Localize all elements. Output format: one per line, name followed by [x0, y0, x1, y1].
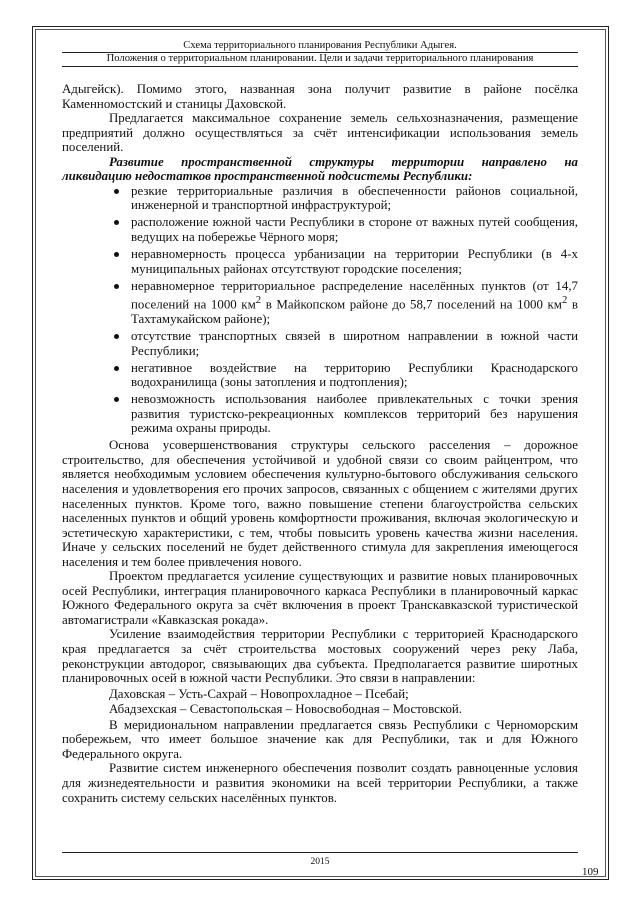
- bullet-item: резкие территориальные различия в обеспеченности районов социальной, инженерной и транспортной инфраструктурой;: [131, 183, 578, 213]
- document-body: [62, 82, 578, 805]
- header-rule-bottom: [62, 66, 578, 67]
- bullet-list-shortcomings: [62, 184, 578, 436]
- footer-rule: [62, 852, 578, 853]
- bullet-item: негативное воздействие на территорию Республики Краснодарского водохранилища (зоны затопления и подтопления);: [131, 360, 578, 390]
- bullet-item: невозможность использования наиболее привлекательных с точки зрения развития туристско-рекреационных комплексов территорий без нарушения режима охраны природы.: [131, 392, 578, 436]
- bullet-item: неравномерность процесса урбанизации на территории Республики (в 4-х муниципальных районах отсутствуют городские поселения;: [131, 247, 578, 276]
- header-subtitle: Положения о территориальном планировании. Цели и задачи территориального планирования: [106, 52, 534, 64]
- bullet-text-middle: в Майкопском районе до 58,7 поселений на 1000 км: [261, 297, 562, 312]
- paragraph-rural-settlement: Основа усовершенствования структуры сельского расселения – дорожное строительство, для обеспечения устойчивой и удобной связи со своим райцентром, что является необходимым условием обеспечения культурно-бытового обслуживания сельского населения и удовлетворения его прочих запросов, связанных с общением с жителями других населенных пунктов. Кроме того, важно повышение степени благоустройства сельских населенных пунктов и общий уровень комфортности проживания, включая экологическую и эстетическую характеристики, с тем, чтобы повысить уровень качества жизни населения. Иначе у сельских поселений не будет действенного стимула для закрепления имеющегося населения и тем более привлечения нового.: [62, 438, 578, 569]
- section-heading: Развитие пространственной структуры территории направлено на ликвидацию недостатков пространственной подсистемы Республики:: [62, 154, 578, 184]
- paragraph-planning-axes: Проектом предлагается усиление существующих и развитие новых планировочных осей Республики, интеграция планировочного каркаса Республики в планировочный каркас Южного Федерального округа за счёт включения в проект Транскавказской туристической автомагистрали «Кавказская рокада».: [62, 569, 578, 627]
- bullet-item: расположение южной части Республики в стороне от важных путей сообщения, ведущих на побережье Чёрного моря;: [131, 215, 578, 244]
- header-rule-top: [62, 52, 578, 53]
- paragraph-engineering: Развитие систем инженерного обеспечения позволит создать равноценные условия для жизнедеятельности и развития экономики на всей территории Республики, а также сохранить систему сельских населённых пунктов.: [62, 761, 578, 805]
- superscript-2: 2: [255, 294, 262, 307]
- superscript-2: 2: [561, 294, 568, 307]
- bullet-text-end: в Тахтамукайском районе);: [131, 297, 578, 326]
- route-item: Даховская – Усть-Сахрай – Новопрохладное – Псебай;: [109, 686, 409, 701]
- header-title: Схема территориального планирования Республики Адыгея.: [183, 40, 457, 51]
- route-item: Абадзехская – Севастопольская – Новосвободная – Мостовской.: [109, 702, 463, 717]
- bullet-text-start: неравномерное территориальное распределение населённых пунктов (от 14,7 поселений на 1000 км: [131, 278, 578, 312]
- paragraph-continuation: Адыгейск). Помимо этого, названная зона получит развитие в районе посёлка Каменномостский и станицы Даховской.: [62, 82, 578, 111]
- paragraph-krasnodar-interaction: Усиление взаимодействия территории Республики с территорией Краснодарского края предлагается за счёт строительства мостовых сооружений через реку Лаба, реконструкции автодорог, связывающих два субъекта. Предполагается развитие широтных планировочных осей в южной части Республики. Это связи в направлении:: [62, 627, 578, 686]
- page-number: 109: [582, 866, 599, 878]
- bullet-item: отсутствие транспортных связей в широтном направлении в южной части Республики;: [131, 329, 578, 358]
- bullet-item: [131, 279, 578, 327]
- paragraph-agricultural-land: Предлагается максимальное сохранение земель сельхозназначения, размещение предприятий должно осуществляться за счёт интенсификации использования земель поселений.: [62, 111, 578, 155]
- page-number-rule: [575, 879, 609, 880]
- footer-year: 2015: [310, 857, 330, 867]
- paragraph-meridional: В меридиональном направлении предлагается связь Республики с Черноморским побережьем, что имеет большое значение как для Республики, так и для Южного Федерального округа.: [62, 717, 578, 761]
